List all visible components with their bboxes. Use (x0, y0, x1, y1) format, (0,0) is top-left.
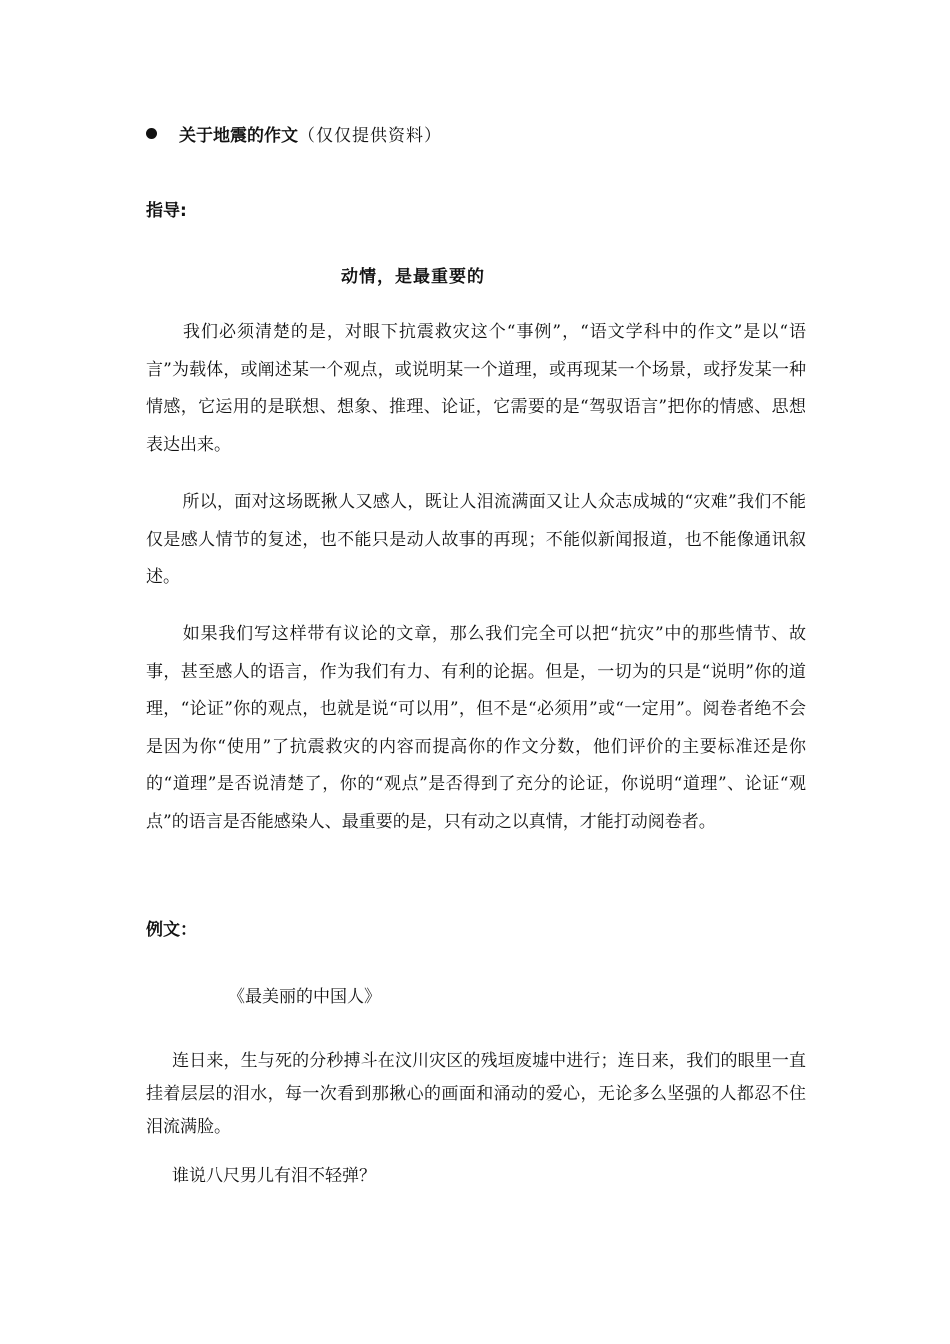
guide-paragraph-1 (146, 314, 806, 464)
intro-bullet-line (146, 121, 442, 146)
guide-paragraph-1-text: 我们必须清楚的是，对眼下抗震救灾这个“事例”，“语文学科中的作文”是以“语言”为载体，或阐述某一个观点，或说明某一个道理，或再现某一个场景，或抒发某一种情感，它运用的是联想、想象、推理、论证，它需要的是“驾驭语言”把你的情感、思想表达出来。 (146, 322, 806, 455)
essay-paragraph-2-text: 谁说八尺男儿有泪不轻弹？ (172, 1166, 376, 1186)
guide-title: 动情，是最重要的 (341, 267, 485, 287)
bullet-dot-icon (146, 128, 157, 139)
essay-paragraph-1 (146, 1045, 806, 1144)
guide-paragraph-3-text: 如果我们写这样带有议论的文章，那么我们完全可以把“抗灾”中的那些情节、故事，甚至感人的语言，作为我们有力、有利的论据。但是，一切为的只是“说明”你的道理，“论证”你的观点，也就是说“可以用”，但不是“必须用”或“一定用”。阅卷者绝不会是因为你“使用”了抗震救灾的内容而提高你的作文分数，他们评价的主要标准还是你的“道理”是否说清楚了，你的“观点”是否得到了充分的论证，你说明“道理”、论证“观点”的语言是否能感染人、最重要的是，只有动之以真情，才能打动阅卷者。 (146, 624, 806, 832)
essay-title: 《最美丽的中国人》 (228, 987, 381, 1007)
guide-paragraph-3 (146, 616, 806, 841)
guide-paragraph-2 (146, 484, 806, 597)
intro-title: 关于地震的作文 (179, 126, 298, 146)
intro-note: （仅仅提供资料） (298, 126, 442, 146)
essay-paragraph-1-text: 连日来，生与死的分秒搏斗在汶川灾区的残垣废墟中进行；连日来，我们的眼里一直挂着层层的泪水，每一次看到那揪心的画面和涌动的爱心，无论多么坚强的人都忍不住泪流满脸。 (146, 1051, 806, 1137)
guide-heading: 指导: (146, 201, 187, 221)
guide-paragraph-2-text: 所以，面对这场既揪人又感人，既让人泪流满面又让人众志成城的“灾难”我们不能仅是感人情节的复述，也不能只是动人故事的再现；不能似新闻报道，也不能像通讯叙述。 (146, 492, 806, 587)
example-heading: 例文： (146, 920, 197, 940)
essay-paragraph-2 (146, 1160, 806, 1193)
